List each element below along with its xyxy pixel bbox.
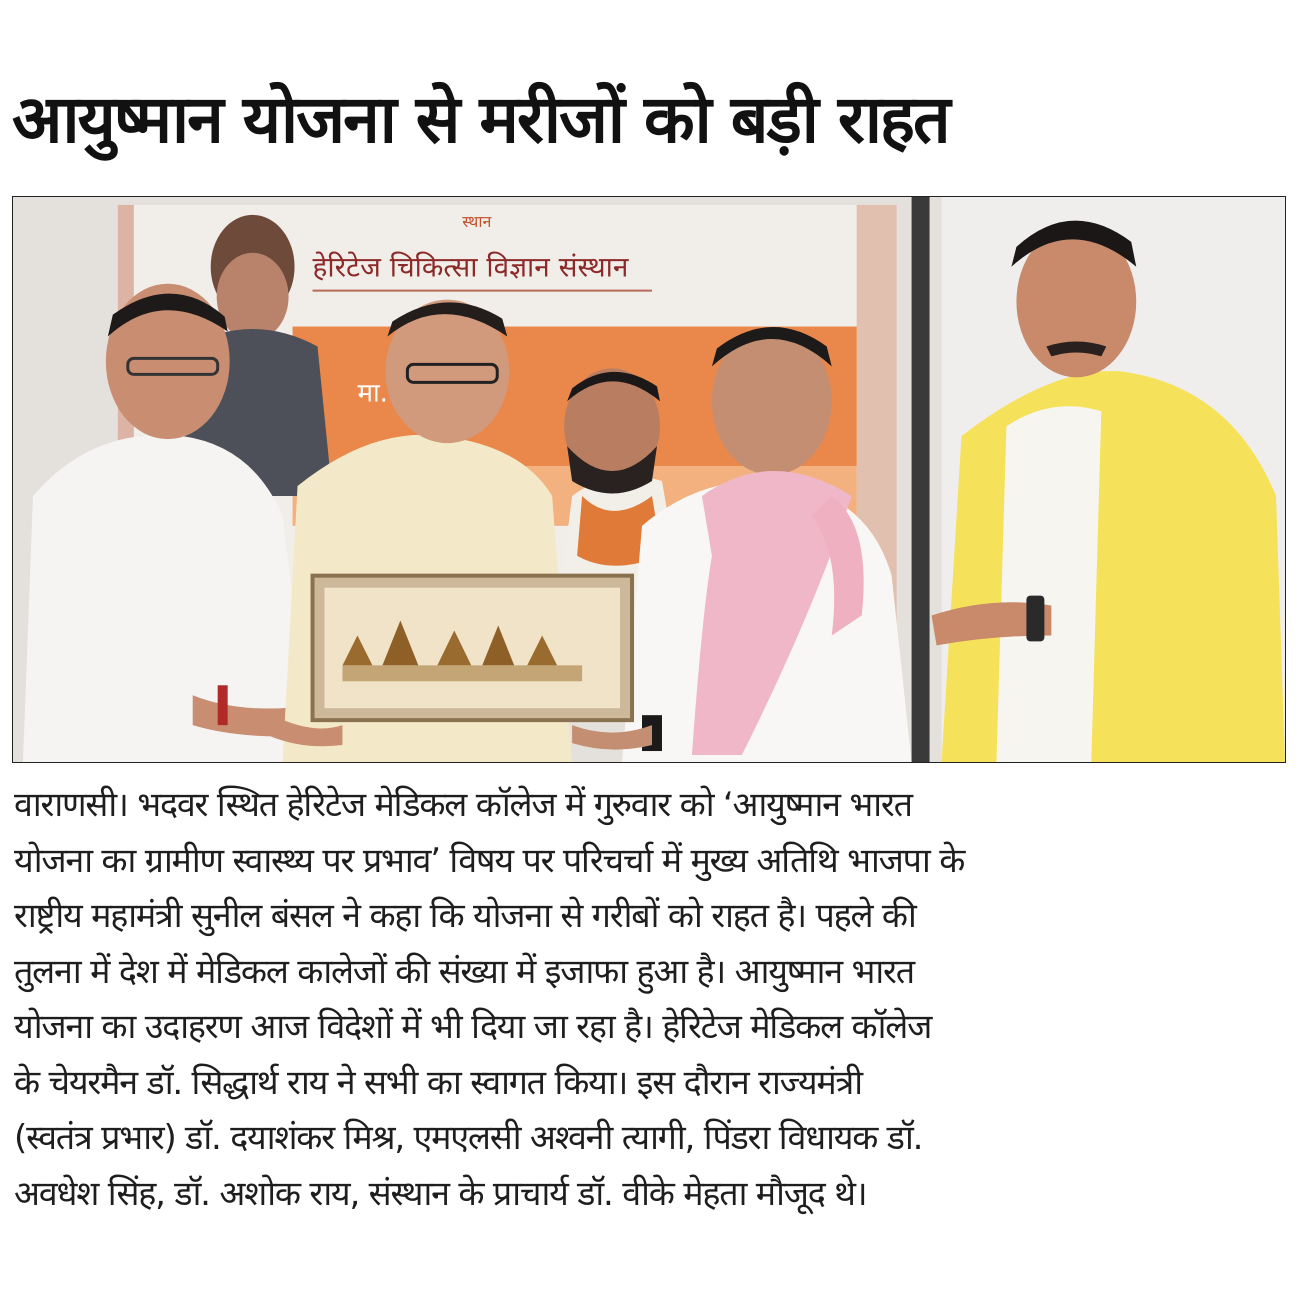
body-line: राष्ट्रीय महामंत्री सुनील बंसल ने कहा कि योजना से गरीबों को राहत है। पहले की <box>14 896 916 936</box>
body-line: योजना का ग्रामीण स्वास्थ्य पर प्रभाव’ विषय पर परिचर्चा में मुख्य अतिथि भाजपा के <box>14 840 965 881</box>
banner-prefix: मा. <box>357 378 388 409</box>
body-line: वाराणसी। भदवर स्थित हेरिटेज मेडिकल कॉलेज में गुरुवार को ‘आयुष्मान भारत <box>14 785 912 825</box>
banner-small-text: स्थान <box>462 211 492 231</box>
body-line: के चेयरमैन डॉ. सिद्धार्थ राय ने सभी का स्वागत किया। इस दौरान राज्यमंत्री <box>14 1062 862 1103</box>
article-body <box>14 778 1284 1222</box>
headline: आयुष्मान योजना से मरीजों को बड़ी राहत <box>12 81 949 158</box>
body-line: योजना का उदाहरण आज विदेशों में भी दिया जा रहा है। हेरिटेज मेडिकल कॉलेज <box>14 1007 932 1047</box>
news-photo <box>12 196 1286 763</box>
banner-title: हेरिटेज चिकित्सा विज्ञान संस्थान <box>312 250 629 284</box>
body-line: तुलना में देश में मेडिकल कालेजों की संख्या में इजाफा हुआ है। आयुष्मान भारत <box>14 951 914 992</box>
body-line: (स्वतंत्र प्रभार) डॉ. दयाशंकर मिश्र, एमएलसी अश्वनी त्यागी, पिंडरा विधायक डॉ. <box>14 1118 923 1158</box>
photo-illustration <box>13 197 1285 762</box>
body-line: अवधेश सिंह, डॉ. अशोक राय, संस्थान के प्राचार्य डॉ. वीके मेहता मौजूद थे। <box>14 1173 867 1214</box>
